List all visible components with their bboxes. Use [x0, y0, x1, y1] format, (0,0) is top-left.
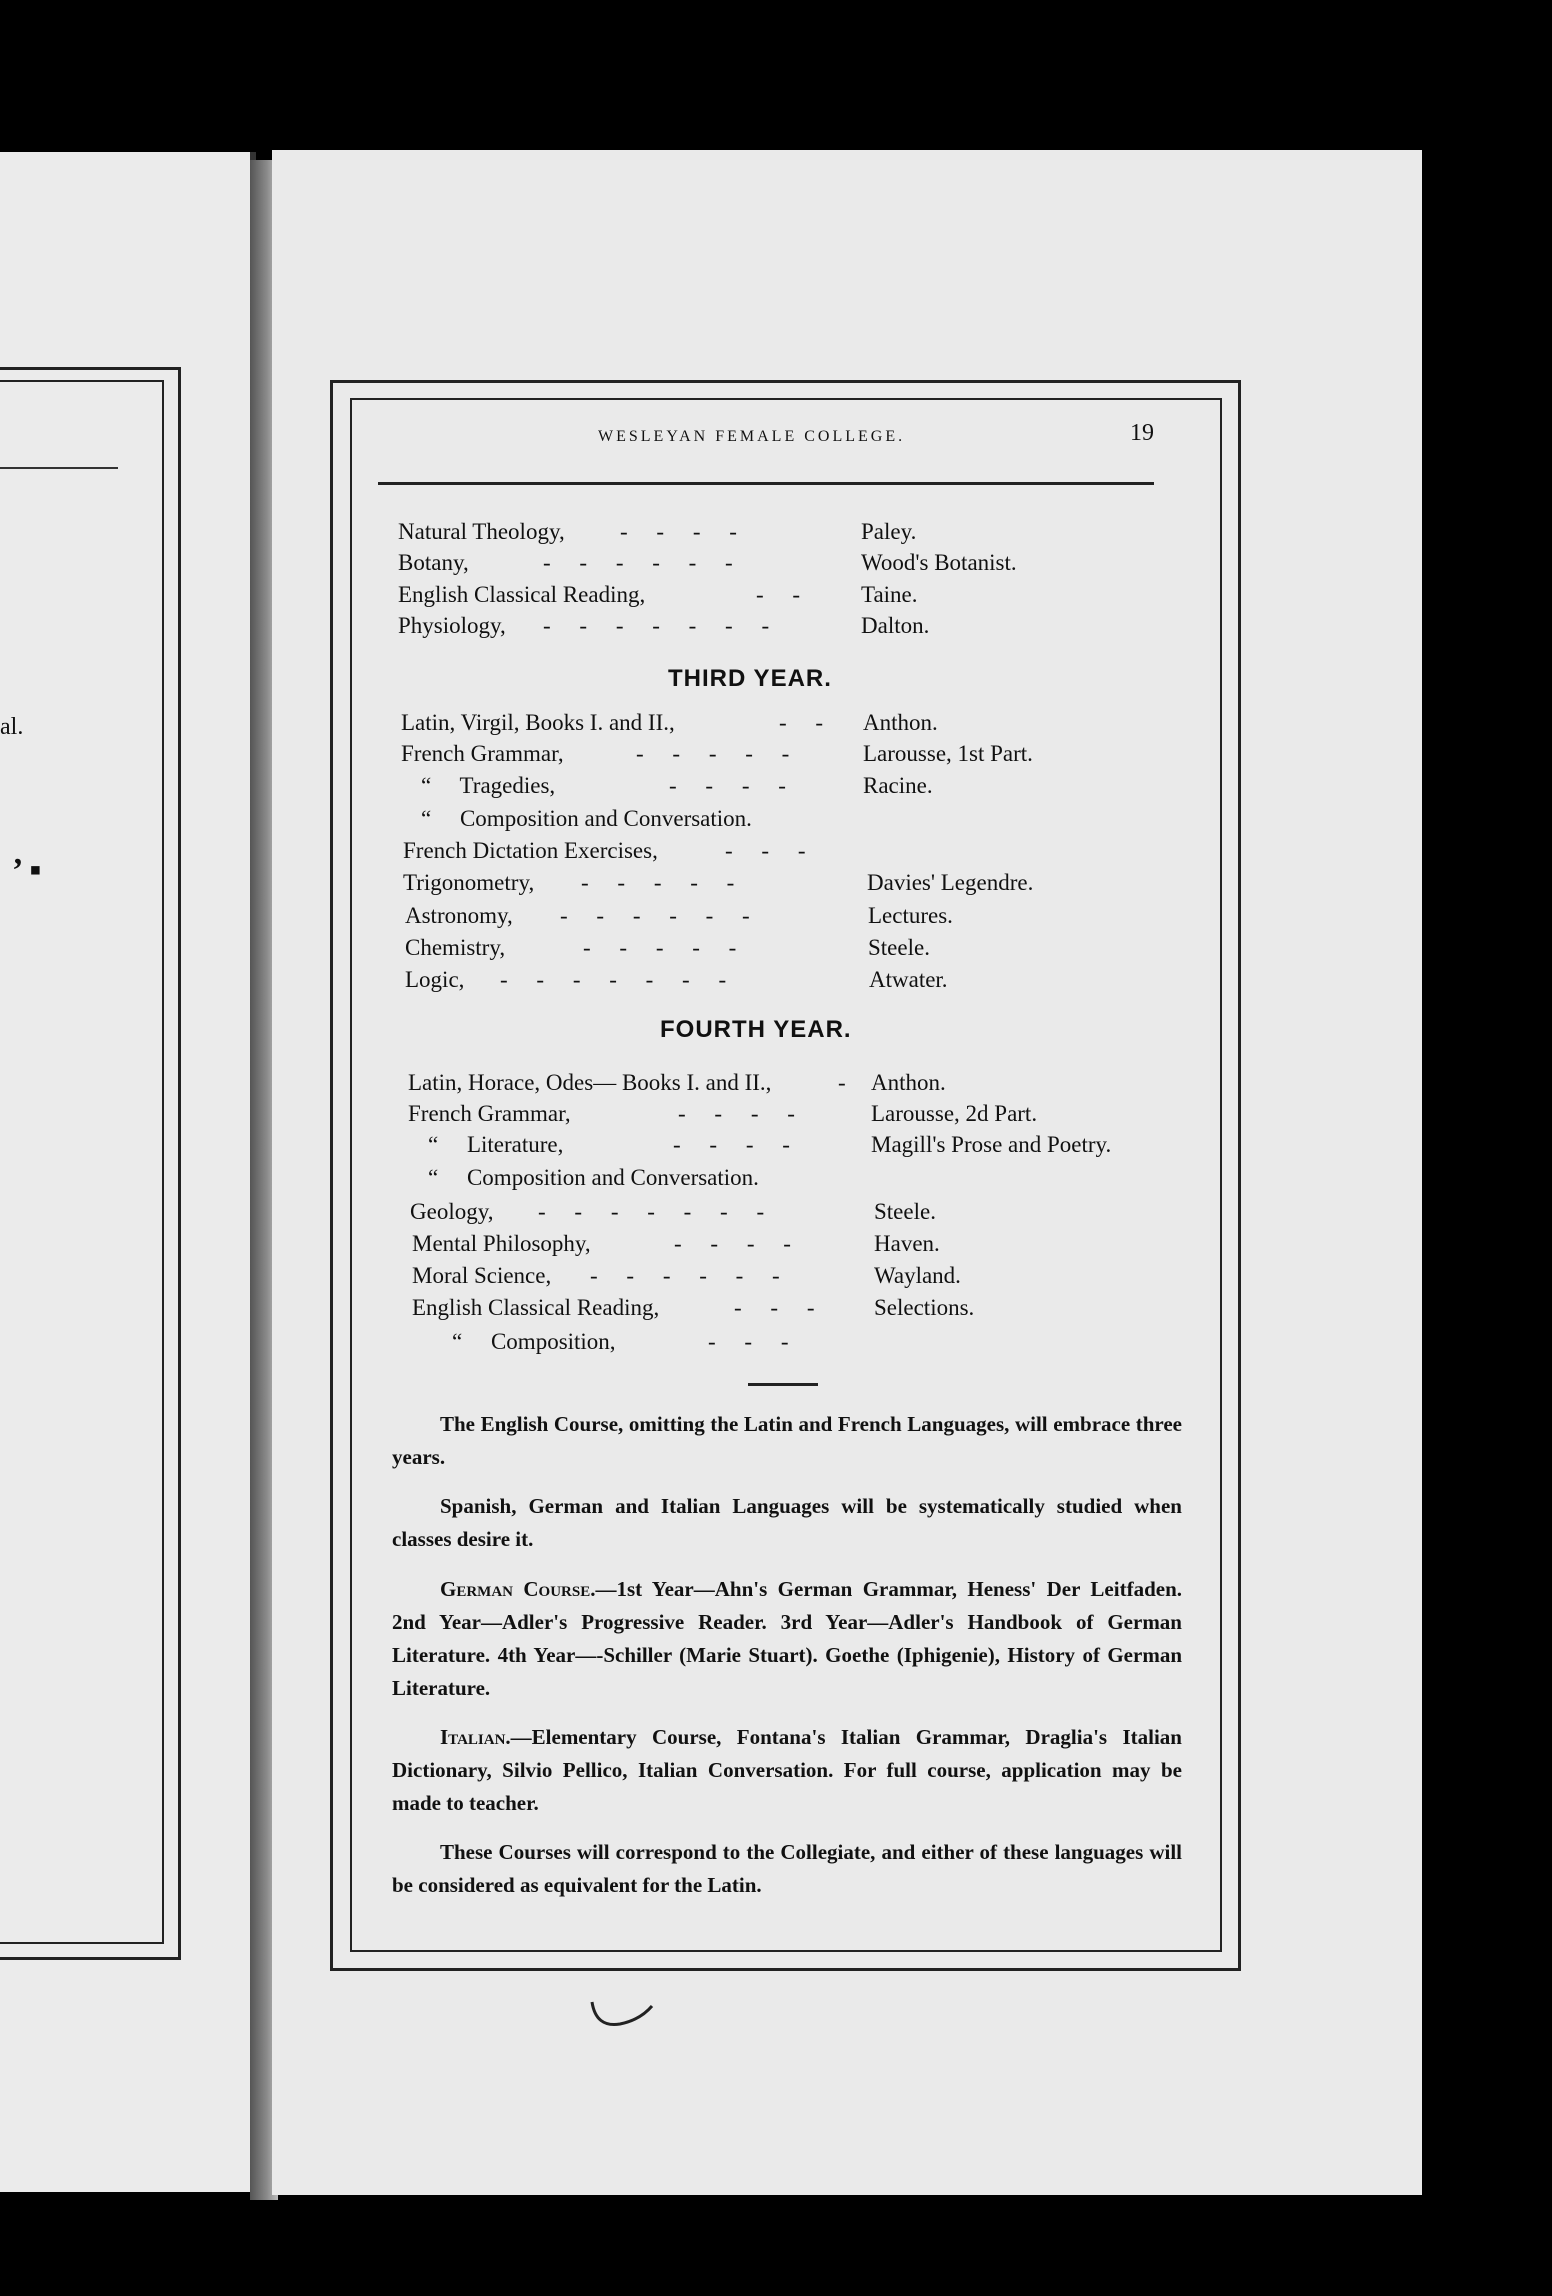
table-row: English Classical Reading, - - Taine. [398, 582, 918, 607]
table-row: Geology, - - - - - - - Steele. [410, 1199, 936, 1224]
table-row: “ Composition and Conversation. [421, 806, 752, 831]
equivalence-paragraph: These Courses will correspond to the Collegiate, and either of these languages will be considered as equivalent for the Latin. [392, 1840, 1182, 1897]
table-row: Latin, Horace, Odes— Books I. and II., - Anthon. [408, 1070, 946, 1095]
italian-paragraph [392, 1721, 1182, 1820]
table-row: Botany, - - - - - - Wood's Botanist. [398, 550, 1017, 575]
italian-text: —Elementary Course, Fontana's Italian Grammar, Draglia's Italian Dictionary, Silvio Pellico, Italian Conversation. For full course, application may be made to teacher. [392, 1725, 1182, 1815]
left-page-rule [0, 467, 118, 469]
german-course-paragraph [392, 1573, 1182, 1705]
table-row: Trigonometry, - - - - - Davies' Legendre. [403, 870, 1034, 895]
table-row: “ Composition and Conversation. [428, 1165, 759, 1190]
german-course-label: German Course. [440, 1577, 596, 1601]
third-year-heading: THIRD YEAR. [668, 665, 832, 692]
table-row: “ Composition, - - - [452, 1329, 789, 1354]
table-row: “ Tragedies, - - - - Racine. [421, 773, 933, 798]
table-row: Mental Philosophy, - - - - Haven. [412, 1231, 940, 1256]
page-number: 19 [1130, 420, 1154, 446]
header-rule [378, 482, 1154, 485]
english-course-paragraph: The English Course, omitting the Latin and French Languages, will embrace three years. [392, 1412, 1182, 1469]
running-head: WESLEYAN FEMALE COLLEGE. [598, 428, 906, 445]
left-page-frame-inner [0, 380, 164, 1944]
table-row: Latin, Virgil, Books I. and II., - - Anthon. [401, 710, 938, 735]
table-row: French Grammar, - - - - - Larousse, 1st Part. [401, 741, 1033, 766]
fourth-year-heading: FOURTH YEAR. [660, 1016, 852, 1043]
left-page-fragment: al. [0, 714, 24, 740]
table-row: Moral Science, - - - - - - Wayland. [412, 1263, 961, 1288]
pencil-mark [590, 2000, 660, 2030]
table-row: French Grammar, - - - - Larousse, 2d Part. [408, 1101, 1038, 1126]
table-row: Natural Theology, - - - - Paley. [398, 519, 917, 544]
table-row: English Classical Reading, - - - Selections. [412, 1295, 975, 1320]
left-page-mark: ’ ▪ [12, 852, 42, 889]
section-divider [748, 1383, 818, 1386]
table-row: Physiology, - - - - - - - Dalton. [398, 613, 930, 638]
german-course-text: —1st Year—Ahn's German Grammar, Heness' Der Leitfaden. 2nd Year—Adler's Progressive Reader. 3rd Year—Adler's Handbook of German Literature. 4th Year—-Schiller (Marie Stuart). Goethe (Iphigenie), History of German Literature. [392, 1577, 1182, 1700]
table-row: Chemistry, - - - - - Steele. [405, 935, 930, 960]
languages-paragraph: Spanish, German and Italian Languages will be systematically studied when classes desire it. [392, 1494, 1182, 1551]
italian-label: Italian. [440, 1725, 511, 1749]
table-row: “ Literature, - - - - Magill's Prose and Poetry. [428, 1132, 1112, 1157]
table-row: Logic, - - - - - - - Atwater. [405, 967, 948, 992]
left-page [0, 152, 256, 2192]
table-row: Astronomy, - - - - - - Lectures. [405, 903, 953, 928]
table-row: French Dictation Exercises, - - - [403, 838, 806, 863]
